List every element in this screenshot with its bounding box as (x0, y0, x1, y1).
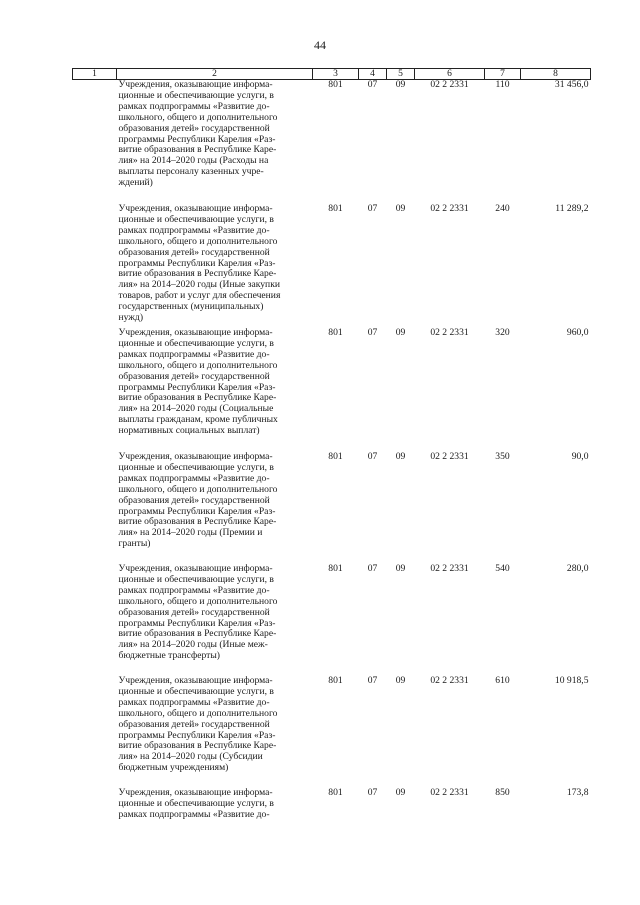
description-line: Учреждения, оказывающие информа- (118, 451, 273, 462)
expense-type-cell: 850 (495, 787, 510, 798)
amount-cell: 31 456,0 (554, 79, 589, 90)
description-cell (117, 328, 313, 452)
description-line: школьного, общего и дополнительного (118, 235, 278, 247)
table-row (73, 676, 591, 788)
subsection-code-cell: 09 (395, 451, 406, 462)
description-line: ционные и обеспечивающие услуги, в (118, 461, 274, 473)
amount-cell: 960,0 (566, 327, 589, 338)
ministry-code-cell: 801 (328, 203, 343, 214)
description-line: витие образования в Республике Каре- (118, 740, 277, 752)
description-line: школьного, общего и дополнительного (118, 359, 278, 371)
description-line: лия» на 2014–2020 годы (Иные меж- (118, 639, 268, 651)
table-header (73, 69, 591, 80)
expense-type-cell: 320 (495, 327, 510, 338)
row-number-cell (73, 80, 117, 205)
description-line: программы Республики Карелия «Раз- (118, 729, 276, 741)
row-number-cell (73, 204, 117, 328)
table-row (73, 564, 591, 676)
target-article-cell: 02 2 2331 (430, 787, 469, 798)
description-cell (117, 452, 313, 564)
column-header: 3 (313, 69, 359, 80)
description-line: гранты) (118, 538, 151, 550)
description-line: ционные и обеспечивающие услуги, в (118, 337, 274, 349)
subsection-code-cell: 09 (395, 563, 406, 574)
description-line: образования детей» государственной (118, 122, 270, 134)
amount-cell: 173,8 (566, 787, 589, 798)
table-row (73, 80, 591, 205)
amount-cell: 280,0 (566, 563, 589, 574)
table-row (73, 328, 591, 452)
description-line: программы Республики Карелия «Раз- (118, 133, 276, 145)
description-line: бюджетным учреждениям) (118, 762, 229, 774)
description-line: Учреждения, оказывающие информа- (118, 563, 273, 574)
description-line: рамках подпрограммы «Развитие до- (118, 696, 270, 708)
section-code-cell: 07 (367, 203, 378, 214)
description-line: рамках подпрограммы «Развитие до- (118, 472, 270, 484)
description-line: образования детей» государственной (118, 370, 270, 382)
budget-table (72, 68, 590, 832)
description-line: школьного, общего и дополнительного (118, 707, 278, 719)
description-line: школьного, общего и дополнительного (118, 111, 278, 123)
description-line: программы Республики Карелия «Раз- (118, 617, 276, 629)
section-code-cell: 07 (367, 675, 378, 686)
description-line: выплаты гражданам, кроме публичных (118, 414, 278, 426)
row-number-cell (73, 452, 117, 564)
ministry-code-cell: 801 (328, 451, 343, 462)
column-header: 8 (521, 69, 591, 80)
page-number: 44 (314, 38, 326, 52)
description-line: программы Республики Карелия «Раз- (118, 381, 276, 393)
description-line: выплаты персоналу казенных учре- (118, 166, 264, 178)
subsection-code-cell: 09 (395, 79, 406, 90)
description-cell (117, 788, 313, 832)
description-cell (117, 676, 313, 788)
ministry-code-cell: 801 (328, 327, 343, 338)
description-line: витие образования в Республике Каре- (118, 628, 277, 640)
table-body (73, 80, 591, 833)
description-line: образования детей» государственной (118, 606, 270, 618)
description-line: школьного, общего и дополнительного (118, 483, 278, 495)
table-row (73, 452, 591, 564)
description-line: программы Республики Карелия «Раз- (118, 257, 276, 269)
description-line: Учреждения, оказывающие информа- (118, 79, 273, 90)
target-article-cell: 02 2 2331 (430, 327, 469, 338)
expense-type-cell: 540 (495, 563, 510, 574)
table-row (73, 788, 591, 832)
description-line: рамках подпрограммы «Развитие до- (118, 100, 270, 112)
description-line: Учреждения, оказывающие информа- (118, 327, 273, 338)
description-line: образования детей» государственной (118, 718, 270, 730)
description-line: лия» на 2014–2020 годы (Социальные (118, 403, 274, 415)
description-line: нужд) (118, 312, 144, 324)
description-line: рамках подпрограммы «Развитие до- (118, 584, 270, 596)
section-code-cell: 07 (367, 451, 378, 462)
description-cell (117, 204, 313, 328)
description-line: лия» на 2014–2020 годы (Расходы на (118, 155, 269, 167)
target-article-cell: 02 2 2331 (430, 451, 469, 462)
row-number-cell (73, 676, 117, 788)
table-row (73, 204, 591, 328)
description-line: ционные и обеспечивающие услуги, в (118, 685, 274, 697)
amount-cell: 10 918,5 (554, 675, 589, 686)
description-line: ционные и обеспечивающие услуги, в (118, 573, 274, 585)
description-line: рамках подпрограммы «Развитие до- (118, 224, 270, 236)
subsection-code-cell: 09 (395, 203, 406, 214)
target-article-cell: 02 2 2331 (430, 675, 469, 686)
expense-type-cell: 350 (495, 451, 510, 462)
description-line: ждений) (118, 177, 153, 189)
description-line: бюджетные трансферты) (118, 650, 220, 662)
amount-cell: 90,0 (571, 451, 589, 462)
description-line: витие образования в Республике Каре- (118, 268, 277, 280)
section-code-cell: 07 (367, 787, 378, 798)
ministry-code-cell: 801 (328, 675, 343, 686)
target-article-cell: 02 2 2331 (430, 563, 469, 574)
row-number-cell (73, 328, 117, 452)
section-code-cell: 07 (367, 79, 378, 90)
description-cell (117, 80, 313, 205)
description-line: Учреждения, оказывающие информа- (118, 203, 273, 214)
target-article-cell: 02 2 2331 (430, 79, 469, 90)
description-line: программы Республики Карелия «Раз- (118, 505, 276, 517)
ministry-code-cell: 801 (328, 563, 343, 574)
column-header: 7 (485, 69, 521, 80)
section-code-cell: 07 (367, 563, 378, 574)
description-line: рамках подпрограммы «Развитие до- (118, 808, 270, 820)
description-line: образования детей» государственной (118, 246, 270, 258)
description-line: ционные и обеспечивающие услуги, в (118, 89, 274, 101)
target-article-cell: 02 2 2331 (430, 203, 469, 214)
description-line: ционные и обеспечивающие услуги, в (118, 213, 274, 225)
column-header: 2 (117, 69, 313, 80)
row-number-cell (73, 788, 117, 832)
column-header: 5 (387, 69, 415, 80)
subsection-code-cell: 09 (395, 327, 406, 338)
description-line: витие образования в Республике Каре- (118, 392, 277, 404)
column-header: 6 (415, 69, 485, 80)
description-line: товаров, работ и услуг для обеспечения (118, 290, 281, 302)
expense-type-cell: 240 (495, 203, 510, 214)
column-header: 4 (359, 69, 387, 80)
description-line: рамках подпрограммы «Развитие до- (118, 348, 270, 360)
description-line: нормативных социальных выплат) (118, 425, 260, 437)
subsection-code-cell: 09 (395, 675, 406, 686)
description-line: образования детей» государственной (118, 494, 270, 506)
description-line: лия» на 2014–2020 годы (Иные закупки (118, 279, 280, 291)
description-line: школьного, общего и дополнительного (118, 595, 278, 607)
description-cell (117, 564, 313, 676)
section-code-cell: 07 (367, 327, 378, 338)
ministry-code-cell: 801 (328, 787, 343, 798)
subsection-code-cell: 09 (395, 787, 406, 798)
description-line: витие образования в Республике Каре- (118, 516, 277, 528)
description-line: ционные и обеспечивающие услуги, в (118, 797, 274, 809)
expense-type-cell: 110 (495, 79, 510, 90)
amount-cell: 11 289,2 (555, 203, 589, 214)
description-line: лия» на 2014–2020 годы (Субсидии (118, 751, 263, 763)
column-header: 1 (73, 69, 117, 80)
description-line: лия» на 2014–2020 годы (Премии и (118, 527, 263, 539)
expense-type-cell: 610 (495, 675, 510, 686)
description-line: Учреждения, оказывающие информа- (118, 675, 273, 686)
row-number-cell (73, 564, 117, 676)
description-line: витие образования в Республике Каре- (118, 144, 277, 156)
ministry-code-cell: 801 (328, 79, 343, 90)
description-line: государственных (муниципальных) (118, 301, 264, 313)
description-line: Учреждения, оказывающие информа- (118, 787, 273, 798)
